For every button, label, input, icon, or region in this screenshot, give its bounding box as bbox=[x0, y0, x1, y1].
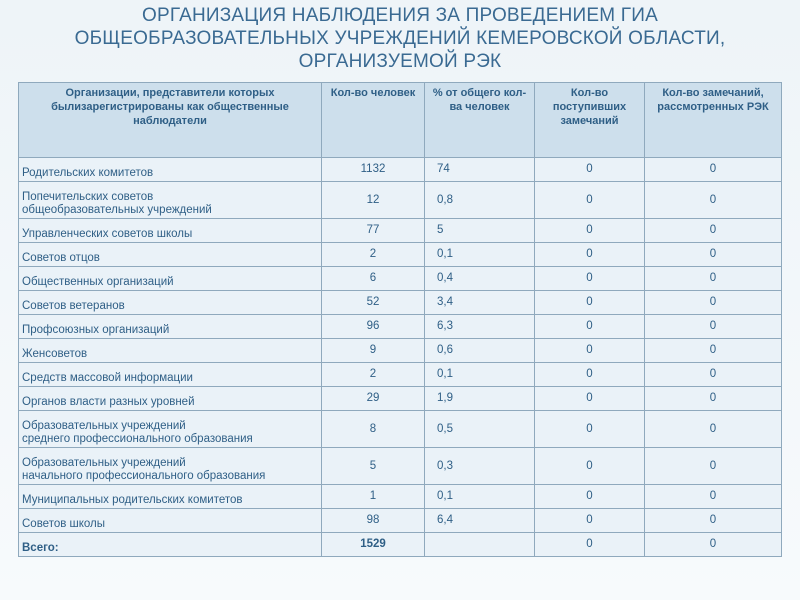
row-percent: 0,1 bbox=[425, 243, 535, 267]
organization-name-line: Советов ветеранов bbox=[22, 300, 125, 312]
table-body bbox=[19, 158, 782, 557]
row-percent: 6,4 bbox=[425, 509, 535, 533]
row-received: 0 bbox=[535, 267, 645, 291]
row-received: 0 bbox=[535, 158, 645, 182]
row-count: 5 bbox=[322, 448, 425, 485]
row-count: 1132 bbox=[322, 158, 425, 182]
row-reviewed: 0 bbox=[645, 485, 782, 509]
organization-name-line: Женсоветов bbox=[22, 348, 88, 360]
row-count: 2 bbox=[322, 363, 425, 387]
row-organization bbox=[19, 243, 322, 267]
row-percent: 5 bbox=[425, 219, 535, 243]
row-received: 0 bbox=[535, 219, 645, 243]
row-percent: 1,9 bbox=[425, 387, 535, 411]
row-organization bbox=[19, 485, 322, 509]
row-reviewed: 0 bbox=[645, 315, 782, 339]
row-reviewed: 0 bbox=[645, 158, 782, 182]
row-reviewed: 0 bbox=[645, 509, 782, 533]
header-count: Кол-во человек bbox=[322, 83, 425, 158]
organization-name-line: Муниципальных родительских комитетов bbox=[22, 494, 243, 506]
organization-name-line: Родительских комитетов bbox=[22, 167, 154, 179]
header-percent: % от общего кол-ва человек bbox=[425, 83, 535, 158]
row-received: 0 bbox=[535, 509, 645, 533]
row-organization bbox=[19, 182, 322, 219]
organization-name-line: Образовательных учреждений bbox=[22, 457, 186, 469]
row-reviewed: 0 bbox=[645, 243, 782, 267]
row-percent: 74 bbox=[425, 158, 535, 182]
organization-name-line: Профсоюзных организаций bbox=[22, 324, 170, 336]
organization-name-line: Советов отцов bbox=[22, 252, 100, 264]
row-reviewed: 0 bbox=[645, 339, 782, 363]
row-reviewed: 0 bbox=[645, 291, 782, 315]
row-organization bbox=[19, 363, 322, 387]
organization-name-line: Средств массовой информации bbox=[22, 372, 193, 384]
row-organization bbox=[19, 291, 322, 315]
row-percent: 3,4 bbox=[425, 291, 535, 315]
total-received: 0 bbox=[535, 533, 645, 557]
row-reviewed: 0 bbox=[645, 448, 782, 485]
table-row bbox=[19, 363, 782, 387]
row-organization bbox=[19, 509, 322, 533]
row-received: 0 bbox=[535, 291, 645, 315]
table-row bbox=[19, 291, 782, 315]
table-row bbox=[19, 267, 782, 291]
table-row bbox=[19, 448, 782, 485]
row-received: 0 bbox=[535, 411, 645, 448]
row-count: 52 bbox=[322, 291, 425, 315]
row-count: 77 bbox=[322, 219, 425, 243]
table-row bbox=[19, 315, 782, 339]
table-header-row bbox=[19, 83, 782, 158]
row-count: 6 bbox=[322, 267, 425, 291]
row-percent: 0,5 bbox=[425, 411, 535, 448]
row-organization bbox=[19, 448, 322, 485]
organization-name-line: Общественных организаций bbox=[22, 276, 174, 288]
organization-name-line: Управленческих советов школы bbox=[22, 228, 193, 240]
table-row bbox=[19, 411, 782, 448]
row-received: 0 bbox=[535, 315, 645, 339]
row-reviewed: 0 bbox=[645, 219, 782, 243]
row-organization bbox=[19, 158, 322, 182]
row-reviewed: 0 bbox=[645, 387, 782, 411]
title-line-3: ОРГАНИЗУЕМОЙ РЭК bbox=[298, 51, 502, 72]
row-received: 0 bbox=[535, 485, 645, 509]
row-count: 2 bbox=[322, 243, 425, 267]
table-row bbox=[19, 387, 782, 411]
title-line-2: ОБЩЕОБРАЗОВАТЕЛЬНЫХ УЧРЕЖДЕНИЙ КЕМЕРОВСКОЙ ОБЛАСТИ, bbox=[74, 28, 726, 49]
header-organizations: Организации, представители которых былизарегистрированы как общественные наблюдатели bbox=[19, 83, 322, 158]
row-count: 96 bbox=[322, 315, 425, 339]
row-organization bbox=[19, 267, 322, 291]
organization-name-line: среднего профессионального образования bbox=[22, 433, 253, 445]
row-organization bbox=[19, 387, 322, 411]
row-percent: 0,1 bbox=[425, 363, 535, 387]
row-received: 0 bbox=[535, 448, 645, 485]
row-count: 1 bbox=[322, 485, 425, 509]
row-received: 0 bbox=[535, 243, 645, 267]
organization-name-line: Попечительских советов bbox=[22, 191, 154, 203]
table-row bbox=[19, 509, 782, 533]
title-line-1: ОРГАНИЗАЦИЯ НАБЛЮДЕНИЯ ЗА ПРОВЕДЕНИЕМ ГИА bbox=[142, 5, 658, 26]
header-reviewed: Кол-во замечаний, рассмотренных РЭК bbox=[645, 83, 782, 158]
row-received: 0 bbox=[535, 182, 645, 219]
row-count: 9 bbox=[322, 339, 425, 363]
row-count: 12 bbox=[322, 182, 425, 219]
table-row bbox=[19, 243, 782, 267]
total-label: Всего: bbox=[19, 533, 322, 557]
row-count: 8 bbox=[322, 411, 425, 448]
row-organization bbox=[19, 315, 322, 339]
row-reviewed: 0 bbox=[645, 411, 782, 448]
row-percent: 0,3 bbox=[425, 448, 535, 485]
header-received: Кол-во поступивших замечаний bbox=[535, 83, 645, 158]
table-row bbox=[19, 182, 782, 219]
row-percent: 0,6 bbox=[425, 339, 535, 363]
row-percent: 0,1 bbox=[425, 485, 535, 509]
row-percent: 0,4 bbox=[425, 267, 535, 291]
row-reviewed: 0 bbox=[645, 363, 782, 387]
row-count: 98 bbox=[322, 509, 425, 533]
row-received: 0 bbox=[535, 363, 645, 387]
organization-name-line: начального профессионального образования bbox=[22, 470, 266, 482]
table-row bbox=[19, 158, 782, 182]
row-organization bbox=[19, 411, 322, 448]
row-organization bbox=[19, 339, 322, 363]
row-reviewed: 0 bbox=[645, 182, 782, 219]
table-row bbox=[19, 485, 782, 509]
page-title bbox=[0, 4, 800, 73]
row-count: 29 bbox=[322, 387, 425, 411]
organization-name-line: Органов власти разных уровней bbox=[22, 396, 195, 408]
row-reviewed: 0 bbox=[645, 267, 782, 291]
row-received: 0 bbox=[535, 387, 645, 411]
row-organization bbox=[19, 219, 322, 243]
total-reviewed: 0 bbox=[645, 533, 782, 557]
organization-name-line: общеобразовательных учреждений bbox=[22, 204, 212, 216]
table-row bbox=[19, 219, 782, 243]
total-row bbox=[19, 533, 782, 557]
total-percent bbox=[425, 533, 535, 557]
total-count: 1529 bbox=[322, 533, 425, 557]
organization-name-line: Советов школы bbox=[22, 518, 106, 530]
row-percent: 0,8 bbox=[425, 182, 535, 219]
table-row bbox=[19, 339, 782, 363]
row-percent: 6,3 bbox=[425, 315, 535, 339]
observers-table bbox=[18, 82, 782, 557]
organization-name-line: Образовательных учреждений bbox=[22, 420, 186, 432]
row-received: 0 bbox=[535, 339, 645, 363]
